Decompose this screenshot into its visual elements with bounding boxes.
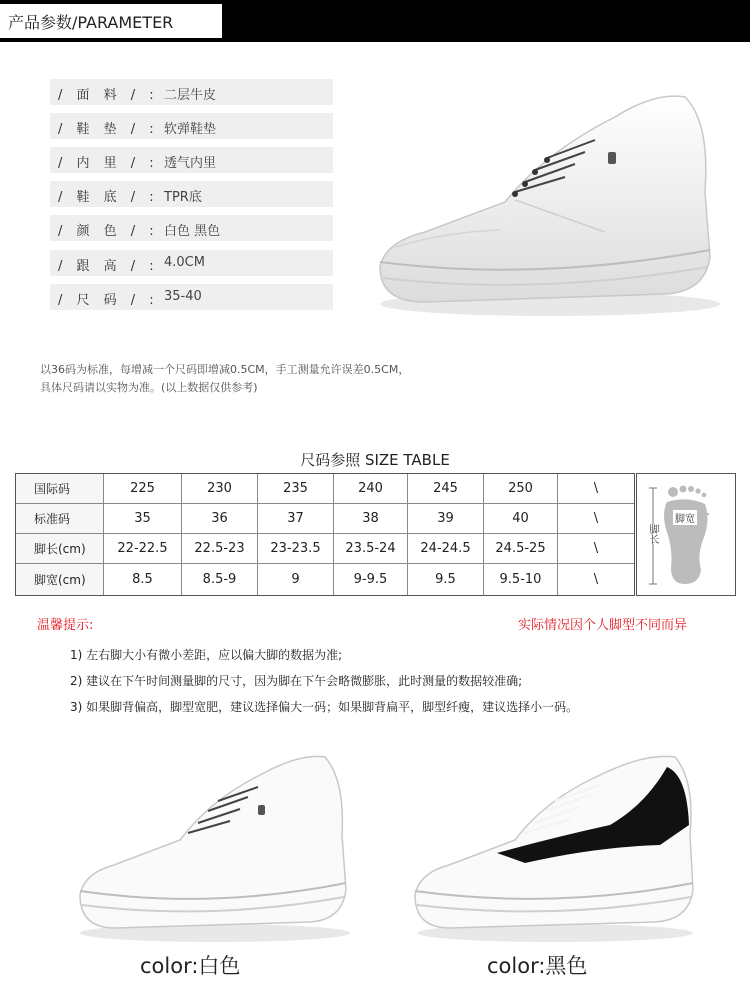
table-cell: 36 bbox=[182, 504, 258, 534]
param-value: 4.0CM bbox=[164, 255, 205, 270]
table-cell: 38 bbox=[334, 504, 408, 534]
size-table-title: 尺码参照 SIZE TABLE bbox=[300, 451, 450, 469]
tip-item: 1) 左右脚大小有微小差距，应以偏大脚的数据为准; bbox=[70, 648, 343, 662]
table-cell: 9.5-10 bbox=[484, 564, 558, 595]
table-cell: 35 bbox=[104, 504, 182, 534]
foot-length-label: 脚长 bbox=[647, 524, 658, 544]
param-row bbox=[50, 79, 333, 105]
table-cell: 8.5-9 bbox=[182, 564, 258, 595]
param-row bbox=[50, 250, 333, 276]
table-cell: \ bbox=[558, 474, 634, 504]
table-cell: \ bbox=[593, 572, 599, 587]
param-row bbox=[50, 215, 333, 241]
size-note-line-1: 以36码为标准，每增减一个尺码即增减0.5CM，手工测量允许误差0.5CM， bbox=[40, 363, 410, 376]
foot-width-label: 脚宽 bbox=[673, 510, 697, 525]
param-value: 透气内里 bbox=[164, 156, 217, 171]
table-cell: 23.5-24 bbox=[334, 534, 408, 564]
table-cell: 8.5 bbox=[104, 564, 182, 595]
table-cell: 40 bbox=[484, 504, 558, 534]
table-cell: 22.5-23 bbox=[182, 534, 258, 564]
param-label: / 鞋 底 / : bbox=[58, 190, 159, 205]
param-value: 软弹鞋垫 bbox=[164, 122, 217, 137]
table-cell: 22-22.5 bbox=[104, 534, 182, 564]
table-cell: 235 bbox=[258, 474, 334, 504]
param-value: 35-40 bbox=[164, 289, 202, 304]
table-cell: 230 bbox=[182, 474, 258, 504]
param-value: TPR底 bbox=[164, 190, 202, 205]
color-label-white: color:白色 bbox=[140, 954, 241, 978]
white-shoe-image bbox=[365, 82, 725, 322]
size-table bbox=[15, 473, 635, 596]
table-cell: 250 bbox=[484, 474, 558, 504]
param-value: 二层牛皮 bbox=[164, 88, 217, 103]
table-row bbox=[16, 564, 634, 595]
table-row bbox=[16, 504, 634, 534]
table-cell: 39 bbox=[408, 504, 484, 534]
black-shoe-photo bbox=[405, 745, 705, 945]
table-cell: 37 bbox=[258, 504, 334, 534]
row-header: 脚宽(cm) bbox=[16, 564, 104, 595]
size-note-line-2: 具体尺码请以实物为准。(以上数据仅供参考) bbox=[40, 381, 258, 394]
color-label-black: color:黑色 bbox=[487, 954, 588, 978]
param-label: / 尺 码 / : bbox=[58, 293, 159, 308]
reminder-title: 温馨提示: bbox=[37, 618, 94, 633]
param-value: 白色 黑色 bbox=[164, 224, 221, 239]
param-row bbox=[50, 113, 333, 139]
reminder-right-note: 实际情况因个人脚型不同而异 bbox=[518, 618, 688, 633]
table-cell: 24.5-25 bbox=[484, 534, 558, 564]
table-cell: 9.5 bbox=[408, 564, 484, 595]
tip-item: 3) 如果脚背偏高，脚型宽肥，建议选择偏大一码；如果脚背扁平，脚型纤瘦，建议选择小一码。 bbox=[70, 700, 579, 714]
param-label: / 鞋 垫 / : bbox=[58, 122, 159, 137]
param-label: / 颜 色 / : bbox=[58, 224, 159, 239]
table-row bbox=[16, 534, 634, 564]
tip-item: 2) 建议在下午时间测量脚的尺寸，因为脚在下午会略微膨胀，此时测量的数据较准确; bbox=[70, 674, 523, 688]
row-header: 脚长(cm) bbox=[16, 534, 104, 564]
param-label: / 内 里 / : bbox=[58, 156, 159, 171]
param-row bbox=[50, 284, 333, 310]
table-cell: 225 bbox=[104, 474, 182, 504]
table-cell: 9 bbox=[258, 564, 334, 595]
table-cell: 245 bbox=[408, 474, 484, 504]
white-shoe-photo bbox=[70, 745, 360, 945]
table-cell: 24-24.5 bbox=[408, 534, 484, 564]
table-cell: \ bbox=[558, 534, 634, 564]
table-cell: 23-23.5 bbox=[258, 534, 334, 564]
param-label: / 面 料 / : bbox=[58, 88, 159, 103]
table-cell: 9-9.5 bbox=[334, 564, 408, 595]
table-row bbox=[16, 474, 634, 504]
table-cell: \ bbox=[558, 504, 634, 534]
table-cell: 240 bbox=[334, 474, 408, 504]
page-title: 产品参数/PARAMETER bbox=[8, 13, 174, 32]
row-header: 国际码 bbox=[16, 474, 104, 504]
param-label: / 跟 高 / : bbox=[58, 259, 159, 274]
foot-measure-diagram bbox=[636, 473, 736, 596]
param-row bbox=[50, 147, 333, 173]
param-row bbox=[50, 181, 333, 207]
row-header: 标准码 bbox=[16, 504, 104, 534]
